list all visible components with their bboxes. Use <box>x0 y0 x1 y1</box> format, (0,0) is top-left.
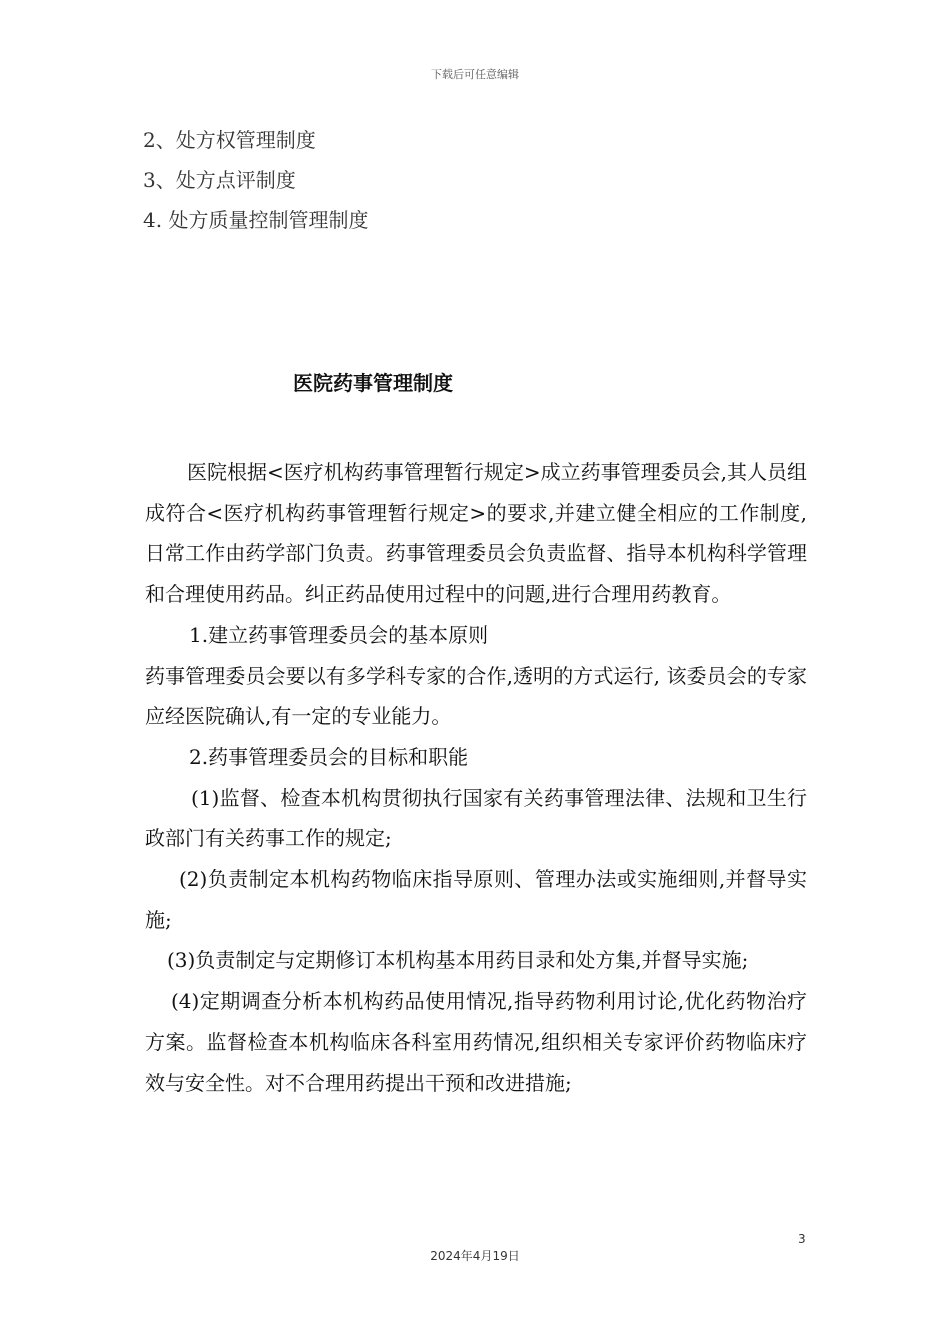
footer-date: 2024年4月19日 <box>430 1249 520 1263</box>
goal-item-4: (4)定期调查分析本机构药品使用情况,指导药物利用讨论,优化药物治疗方案。监督检查本机构临床各科室用药情况,组织相关专家评价药物临床疗效与安全性。对不合理用药提出干预和改进措施; <box>145 989 807 1095</box>
section-heading-principles: 1.建立药事管理委员会的基本原则 <box>189 622 489 647</box>
goal-item-2: (2)负责制定本机构药物临床指导原则、管理办法或实施细则,并督导实施; <box>145 867 807 932</box>
list-item: 3、处方点评制度 <box>143 168 296 192</box>
section-heading-goals: 2.药事管理委员会的目标和职能 <box>189 744 469 769</box>
page-number: 3 <box>798 1232 806 1246</box>
document-body <box>145 452 807 1103</box>
document-title: 医院药事管理制度 <box>293 371 453 395</box>
list-item: 4. 处方质量控制管理制度 <box>143 208 369 232</box>
goal-item-3: (3)负责制定与定期修订本机构基本用药目录和处方集,并督导实施; <box>167 948 749 973</box>
policy-list <box>143 120 368 240</box>
intro-paragraph: 医院根据<医疗机构药事管理暂行规定>成立药事管理委员会,其人员组成符合<医疗机构药事管理暂行规定>的要求,并建立健全相应的工作制度,日常工作由药学部门负责。药事管理委员会负责监督、指导本机构科学管理和合理使用药品。纠正药品使用过程中的问题,进行合理用药教育。 <box>145 460 807 607</box>
list-item: 2、处方权管理制度 <box>143 128 316 152</box>
goal-item-1: (1)监督、检查本机构贯彻执行国家有关药事管理法律、法规和卫生行政部门有关药事工作的规定; <box>145 785 807 851</box>
principles-paragraph: 药事管理委员会要以有多学科专家的合作,透明的方式运行, 该委员会的专家应经医院确认,有一定的专业能力。 <box>145 663 807 729</box>
header-note: 下载后可任意编辑 <box>431 68 519 81</box>
